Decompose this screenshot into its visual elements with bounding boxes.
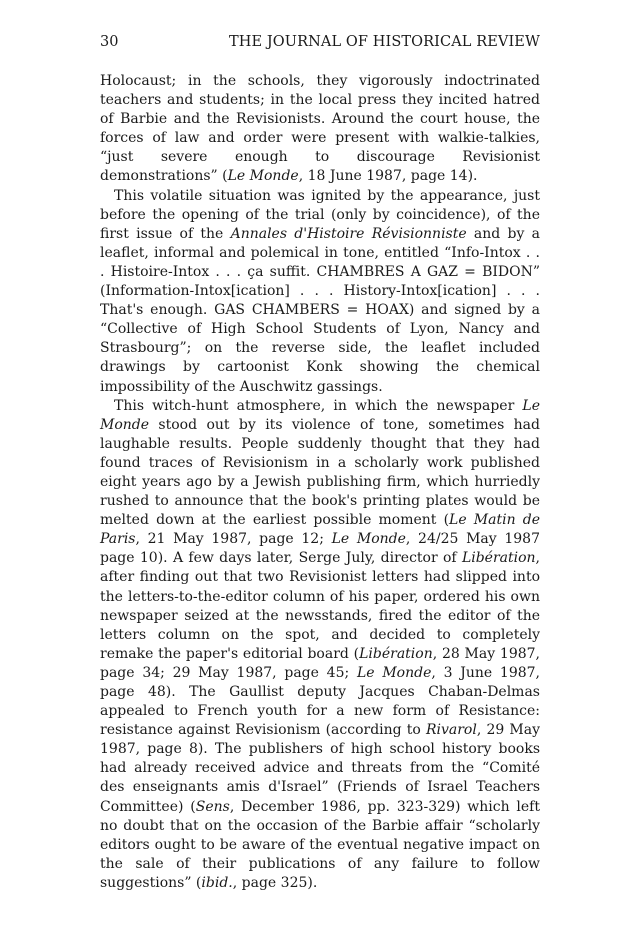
- running-head: THE JOURNAL OF HISTORICAL REVIEW: [228, 34, 540, 50]
- text-run: , 21 May 1987, page 12;: [135, 531, 332, 548]
- italic-text: Annales d'Histoire Révisionniste: [230, 225, 467, 242]
- italic-text: Le Monde: [227, 168, 299, 185]
- italic-text: Le Monde: [331, 531, 406, 548]
- text-run: , after finding out that two Revisionist letters had slipped into the letters-to-the-editor column of his paper, ordered his own newspaper seized at the newsstands, fired the editor of the letters column on the spot, and decided to completely remake the paper's editorial board (: [100, 550, 540, 662]
- italic-text: Libération: [461, 550, 536, 567]
- text-run: , 28 May 1987, page 34; 29 May 1987, page 45;: [100, 645, 540, 681]
- italic-text: Rivarol: [425, 722, 477, 739]
- text-run: , 24/25 May 1987 page 10). A few days later, Serge July, director of: [100, 531, 540, 567]
- italic-text: ibid.: [201, 874, 233, 891]
- italic-text: Libération: [359, 645, 433, 662]
- page-number: 30: [100, 34, 119, 50]
- paragraph-3: [100, 397, 540, 893]
- italic-text: Sens: [195, 798, 230, 815]
- italic-text: Le Matin de Paris: [100, 512, 541, 548]
- italic-text: Le Monde: [100, 397, 540, 433]
- text-run: , December 1986, pp. 323-329) which left no doubt that on the occasion of the Barbie affair “scholarly editors ought to be aware of the eventual negative impact on the sale of their publications of any failure to follow suggestions” (: [100, 798, 540, 891]
- text-run: and by a leaflet, informal and polemical in tone, entitled “Info-Intox . . . Histoire-Intox . . . ça suffit. CHAMBRES A GAZ = BIDON” (Information-Intox[ication] . . . History-Intox[ication] . . . That's enough. GAS CHAMBERS = HOAX) and signed by a “Collective of High School Students of Lyon, Nancy and Strasbourg”; on the reverse side, the leaflet included drawings by cartoonist Konk showing the chemical impossibility of the Auschwitz gassings.: [100, 225, 540, 395]
- text-run: , 18 June 1987, page 14).: [298, 168, 478, 185]
- text-run: , 29 May 1987, page 8). The publishers of high school history books had already received advice and threats from the “Comité des enseignants amis d'Israel” (Friends of Israel Teachers Committee) (: [100, 722, 540, 815]
- text-run: , page 325).: [232, 874, 318, 891]
- text-run: stood out by its violence of tone, sometimes had laughable results. People suddenly thought that they had found traces of Revisionism in a scholarly work published eight years ago by a Jewish publishing firm, which hurriedly rushed to announce that the book's printing plates would be melted down at the earliest possible moment (: [100, 416, 540, 529]
- text-run: Holocaust; in the schools, they vigorously indoctrinated teachers and students; in the local press they incited hatred of Barbie and the Revisionists. Around the court house, the forces of law and order were present with walkie-talkies, “just severe enough to discourage Revisionist demonstrations” (: [100, 73, 540, 185]
- article-body: [100, 72, 540, 893]
- text-run: , 3 June 1987, page 48). The Gaullist deputy Jacques Chaban-Delmas appealed to French youth for a new form of Resistance: resistance against Revisionism (according to: [100, 664, 541, 739]
- text-run: This volatile situation was ignited by the appearance, just before the opening of the trial (only by coincidence), of the first issue of the: [100, 187, 540, 242]
- page-header: [100, 31, 540, 53]
- paragraph-1: [100, 72, 540, 187]
- paragraph-2: [100, 187, 540, 397]
- text-run: This witch-hunt atmosphere, in which the newspaper: [114, 397, 523, 414]
- italic-text: Le Monde: [356, 664, 432, 681]
